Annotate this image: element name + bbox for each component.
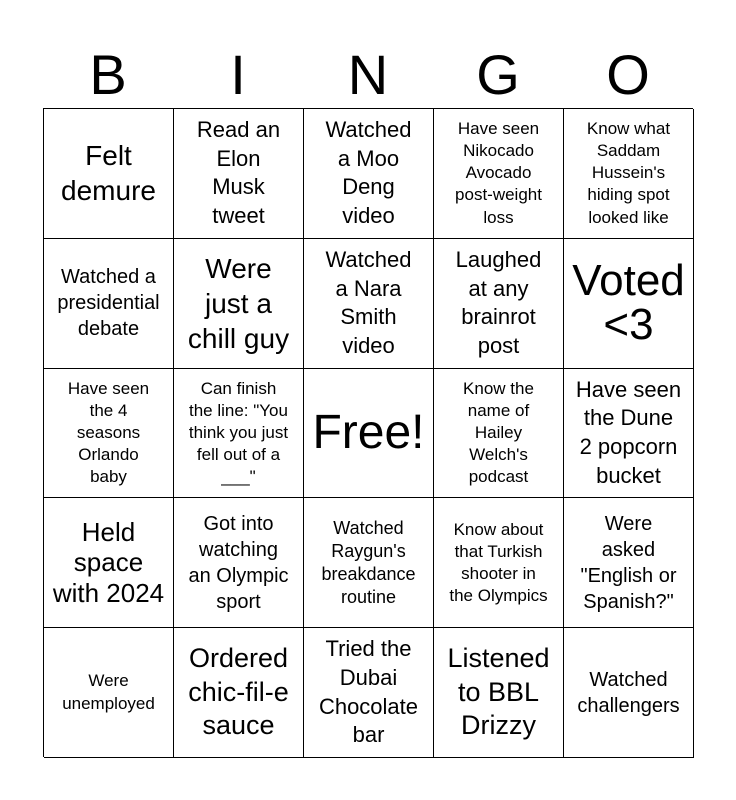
bingo-cell[interactable] xyxy=(564,109,694,239)
bingo-cell-text: Can finish the line: "You think you just fell out of a ___" xyxy=(188,378,289,487)
bingo-cell[interactable] xyxy=(44,109,174,239)
bingo-cell[interactable] xyxy=(434,628,564,758)
bingo-cell-text: Were asked "English or Spanish?" xyxy=(580,512,677,613)
bingo-cell-text: Have seen Nikocado Avocado post-weight loss xyxy=(455,119,542,227)
bingo-cell[interactable] xyxy=(564,628,694,758)
bingo-cell[interactable] xyxy=(434,109,564,239)
title-letter-i: I xyxy=(230,43,246,106)
bingo-cell[interactable] xyxy=(564,239,694,369)
bingo-cell-text: Voted <3 xyxy=(572,256,685,350)
bingo-cell-text: Held space with 2024 xyxy=(52,516,165,609)
bingo-cell[interactable] xyxy=(44,498,174,628)
bingo-cell[interactable] xyxy=(434,498,564,628)
title-letter-n: N xyxy=(347,43,389,106)
bingo-cell[interactable] xyxy=(44,369,174,499)
bingo-cell-text: Watched a Nara Smith video xyxy=(325,247,412,358)
bingo-cell-text: Tried the Dubai Chocolate bar xyxy=(318,636,419,748)
bingo-cell[interactable] xyxy=(434,369,564,499)
bingo-cell-text: Watched challengers xyxy=(577,668,680,717)
bingo-cell-text: Were unemployed xyxy=(62,671,155,713)
bingo-cell[interactable] xyxy=(564,369,694,499)
bingo-cell-text: Have seen the Dune 2 popcorn bucket xyxy=(575,376,682,488)
bingo-cell[interactable] xyxy=(564,498,694,628)
bingo-cell-text: Laughed at any brainrot post xyxy=(455,247,542,358)
bingo-cell-text: Watched a presidential debate xyxy=(57,266,160,341)
free-space[interactable] xyxy=(304,369,434,499)
bingo-cell-text: Listened to BBL Drizzy xyxy=(447,642,550,741)
bingo-cell[interactable] xyxy=(304,498,434,628)
bingo-cell-text: Know what Saddam Hussein's hiding spot looked like xyxy=(586,119,671,227)
bingo-title xyxy=(43,40,693,110)
bingo-cell-text: Got into watching an Olympic sport xyxy=(188,512,289,613)
title-letter-g: G xyxy=(476,43,520,106)
bingo-cell-text: Watched Raygun's breakdance routine xyxy=(321,517,416,607)
bingo-cell[interactable] xyxy=(304,109,434,239)
bingo-cell[interactable] xyxy=(44,628,174,758)
bingo-cell[interactable] xyxy=(174,239,304,369)
bingo-cell[interactable] xyxy=(174,498,304,628)
bingo-cell-text: Ordered chic-fil-e sauce xyxy=(188,642,289,741)
bingo-cell[interactable] xyxy=(174,628,304,758)
bingo-board xyxy=(43,108,693,757)
bingo-cell-text: Were just a chill guy xyxy=(187,252,290,354)
free-space-text: Free! xyxy=(312,405,425,459)
bingo-cell[interactable] xyxy=(304,628,434,758)
bingo-cell[interactable] xyxy=(174,369,304,499)
bingo-cell-text: Have seen the 4 seasons Orlando baby xyxy=(67,378,150,487)
bingo-cell-text: Know about that Turkish shooter in the Olympics xyxy=(449,519,548,605)
bingo-cell[interactable] xyxy=(174,109,304,239)
bingo-cell[interactable] xyxy=(434,239,564,369)
title-letter-b: B xyxy=(89,43,127,106)
bingo-cell-text: Watched a Moo Deng video xyxy=(325,117,412,228)
title-letter-o: O xyxy=(606,43,650,106)
bingo-cell-text: Know the name of Hailey Welch's podcast xyxy=(463,378,534,487)
bingo-cell[interactable] xyxy=(44,239,174,369)
bingo-cell-text: Read an Elon Musk tweet xyxy=(196,117,281,228)
bingo-cell[interactable] xyxy=(304,239,434,369)
bingo-cell-text: Felt demure xyxy=(61,140,156,207)
